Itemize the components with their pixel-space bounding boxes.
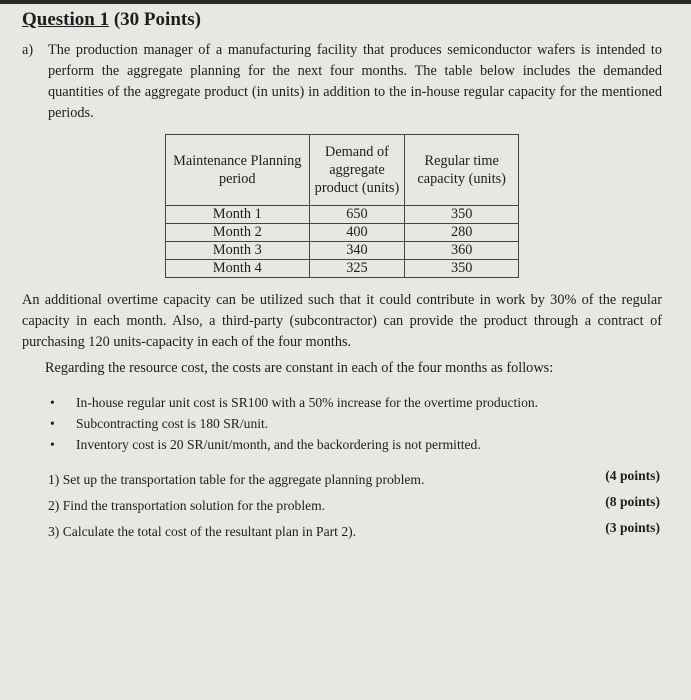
bullet-text: Inventory cost is 20 SR/unit/month, and the backordering is not permitted. (76, 437, 481, 452)
question-number: Question 1 (22, 9, 110, 30)
top-border (0, 0, 691, 4)
sub-question (48, 520, 660, 546)
sub-question-points: (3 points) (605, 520, 660, 535)
costs-intro: Regarding the resource cost, the costs are constant in each of the four months as follows: (45, 360, 554, 376)
list-item (50, 413, 538, 434)
sub-question-list (48, 468, 660, 546)
overtime-paragraph: An additional overtime capacity can be utilized such that it could contribute in work by 30% of the regular capacity in each month. Also, a third-party (subcontractor) can provide the product through a contract of purchasing 120 units-capacity in each of the four months. (22, 292, 662, 350)
table-row (166, 242, 519, 260)
table-cell-capacity: 350 (405, 260, 519, 278)
sub-question (48, 468, 660, 494)
sub-question-text: 2) Find the transportation solution for the problem. (48, 498, 326, 513)
table-cell-period: Month 2 (166, 224, 310, 242)
bullet-text: Subcontracting cost is 180 SR/unit. (76, 416, 269, 431)
demand-capacity-table (165, 134, 519, 278)
table-cell-capacity: 350 (405, 206, 519, 224)
part-a-paragraph (22, 40, 662, 124)
table-cell-demand: 325 (309, 260, 405, 278)
sub-question-points: (8 points) (605, 494, 660, 509)
table-header-period: Maintenance Planning period (166, 135, 310, 206)
sub-question-text: 3) Calculate the total cost of the resultant plan in Part 2). (48, 524, 357, 539)
table-row (166, 224, 519, 242)
table-row (166, 260, 519, 278)
list-item (50, 434, 538, 455)
table-cell-capacity: 280 (405, 224, 519, 242)
table-cell-period: Month 3 (166, 242, 310, 260)
table-row (166, 206, 519, 224)
sub-question (48, 494, 660, 520)
sub-question-points: (4 points) (605, 468, 660, 483)
table-header-demand: Demand of aggregate product (units) (309, 135, 405, 206)
bullet-icon: • (50, 395, 55, 410)
part-a-text: The production manager of a manufacturing facility that produces semiconductor wafers is intended to perform the aggregate planning for the next four months. The table below includes the demanded quantities of the aggregate product (in units) in addition to the in-house regular capacity for the mentioned periods. (48, 42, 662, 121)
bullet-icon: • (50, 416, 55, 431)
cost-bullet-list (50, 392, 538, 455)
bullet-icon: • (50, 437, 55, 452)
part-a-label: a) (22, 42, 34, 58)
table-cell-capacity: 360 (405, 242, 519, 260)
question-points: (30 Points) (113, 9, 201, 30)
table-cell-period: Month 4 (166, 260, 310, 278)
table-header-capacity: Regular time capacity (units) (405, 135, 519, 206)
sub-question-text: 1) Set up the transportation table for the aggregate planning problem. (48, 472, 425, 487)
table-cell-demand: 340 (309, 242, 405, 260)
table-cell-demand: 650 (309, 206, 405, 224)
list-item (50, 392, 538, 413)
bullet-text: In-house regular unit cost is SR100 with a 50% increase for the overtime production. (76, 395, 539, 410)
table-cell-demand: 400 (309, 224, 405, 242)
table-header-row (166, 135, 519, 206)
question-title (22, 9, 201, 31)
table-cell-period: Month 1 (166, 206, 310, 224)
